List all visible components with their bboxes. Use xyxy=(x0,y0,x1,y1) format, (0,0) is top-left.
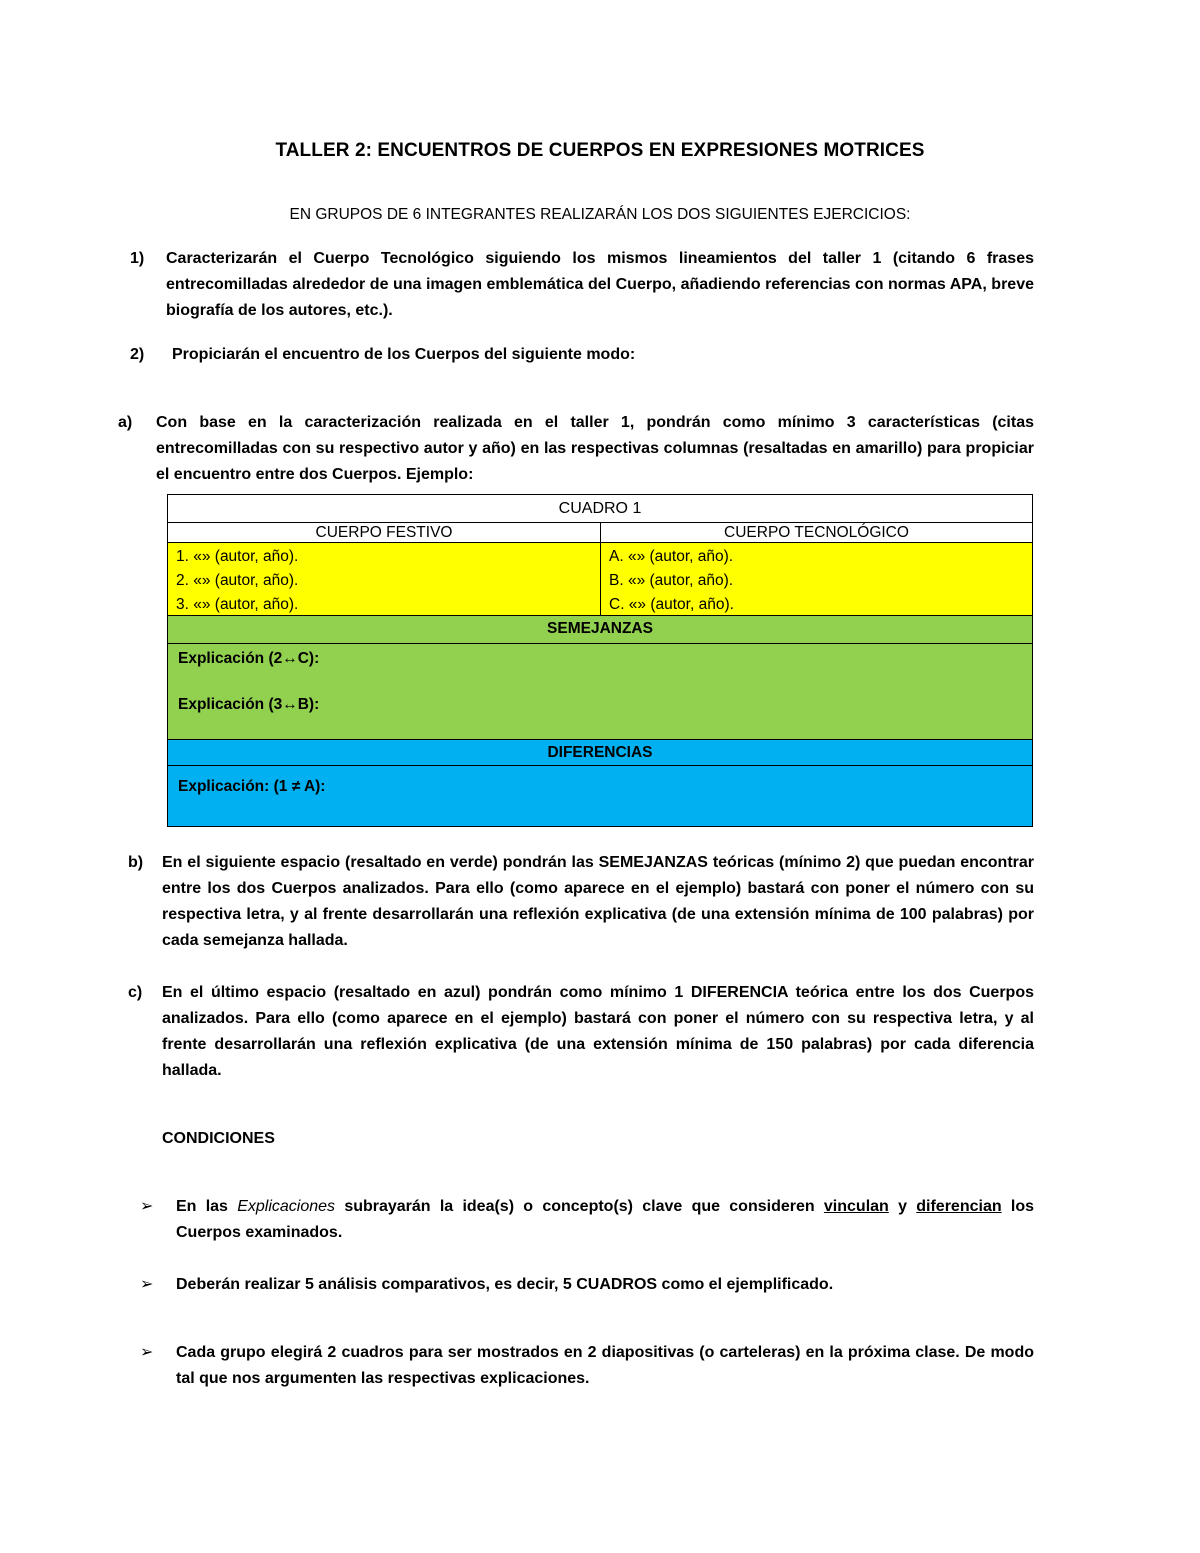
condicion-2: Deberán realizar 5 análisis comparativos, es decir, 5 CUADROS como el ejemplificado. xyxy=(176,1276,834,1293)
diferencia-explicacion: Explicación: (1 ≠ A): xyxy=(178,778,326,795)
citas-row xyxy=(168,543,1032,616)
item-c-text: En el último espacio (resaltado en azul) pondrán como mínimo 1 DIFERENCIA teórica entre los dos Cuerpos analizados. Para ello (como aparece en el ejemplo) bastará con poner el número con su respectiva letra, y al frente desarrollarán una reflexión explicativa (de una extensión mínima de 150 palabras) por cada diferencia hallada. xyxy=(162,984,1034,1079)
cuadro-title: CUADRO 1 xyxy=(168,495,1032,523)
column-header-cuerpo-festivo: CUERPO FESTIVO xyxy=(168,523,601,543)
item-1-text: Caracterizarán el Cuerpo Tecnológico siguiendo los mismos lineamientos del taller 1 (citando 6 frases entrecomilladas alrededor de una imagen emblemática del Cuerpo, añadiendo referencias con normas APA, breve biografía de los autores, etc.). xyxy=(166,250,1034,319)
condicion-3: Cada grupo elegirá 2 cuadros para ser mostrados en 2 diapositivas (o carteleras) en la próxima clase. De modo tal que nos argumenten las respectivas explicaciones. xyxy=(176,1344,1034,1387)
condicion-1-text: y xyxy=(888,1198,917,1215)
diferencias-section xyxy=(168,766,1032,826)
semejanzas-section xyxy=(168,644,1032,740)
cuadro-table xyxy=(167,494,1033,827)
item-2-text: Propiciarán el encuentro de los Cuerpos del siguiente modo: xyxy=(172,346,636,363)
arrowhead-bullet-icon: ➢ xyxy=(140,1276,154,1293)
arrowhead-bullet-icon: ➢ xyxy=(140,1198,154,1215)
explicaciones-italic: Explicaciones xyxy=(237,1198,336,1215)
condicion-1-text: subrayarán la idea(s) o concepto(s) clave que consideren xyxy=(335,1198,824,1215)
diferencias-header: DIFERENCIAS xyxy=(168,740,1032,766)
condicion-1 xyxy=(176,1194,1034,1246)
semejanza-explicacion: Explicación (2↔C): xyxy=(178,650,320,667)
item-b-marker: b) xyxy=(128,854,144,871)
vinculan-underlined: vinculan xyxy=(823,1198,889,1215)
item-b-text: En el siguiente espacio (resaltado en verde) pondrán las SEMEJANZAS teóricas (mínimo 2) que puedan encontrar entre los dos Cuerpos analizados. Para ello (como aparece en el ejemplo) bastará con poner el número con su respectiva letra, y al frente desarrollarán una reflexión explicativa (de una extensión mínima de 100 palabras) por cada semejanza hallada. xyxy=(162,854,1034,949)
semejanzas-header: SEMEJANZAS xyxy=(168,616,1032,644)
citas-cuerpo-tecnologico xyxy=(601,543,1032,616)
document-title: TALLER 2: ENCUENTROS DE CUERPOS EN EXPRESIONES MOTRICES xyxy=(275,140,925,161)
arrowhead-bullet-icon: ➢ xyxy=(140,1344,154,1361)
cuadro-column-headers xyxy=(168,523,1032,543)
item-a-text: Con base en la caracterización realizada en el taller 1, pondrán como mínimo 3 características (citas entrecomilladas con su respectivo autor y año) en las respectivas columnas (resaltadas en amarillo) para propiciar el encuentro entre dos Cuerpos. Ejemplo: xyxy=(156,414,1034,483)
item-1-marker: 1) xyxy=(130,250,145,267)
cita-item: A. «» (autor, año). xyxy=(609,548,734,565)
cita-item: B. «» (autor, año). xyxy=(609,572,734,589)
column-header-cuerpo-tecnologico: CUERPO TECNOLÓGICO xyxy=(724,524,909,541)
condicion-1-text: los Cuerpos examinados. xyxy=(176,1198,1034,1241)
cita-item: 2. «» (autor, año). xyxy=(176,572,299,589)
diferencian-underlined: diferencian xyxy=(916,1198,1002,1215)
citas-cuerpo-festivo xyxy=(168,543,601,616)
semejanza-explicacion: Explicación (3↔B): xyxy=(178,696,320,713)
document-subtitle: EN GRUPOS DE 6 INTEGRANTES REALIZARÁN LOS DOS SIGUIENTES EJERCICIOS: xyxy=(289,206,911,223)
condiciones-heading: CONDICIONES xyxy=(162,1130,275,1147)
item-a-marker: a) xyxy=(118,414,133,431)
condicion-1-text: En las xyxy=(176,1198,238,1215)
cita-item: 3. «» (autor, año). xyxy=(176,596,299,613)
item-2-marker: 2) xyxy=(130,346,145,363)
item-c-marker: c) xyxy=(128,984,143,1001)
cita-item: C. «» (autor, año). xyxy=(609,596,734,613)
cita-item: 1. «» (autor, año). xyxy=(176,548,299,565)
